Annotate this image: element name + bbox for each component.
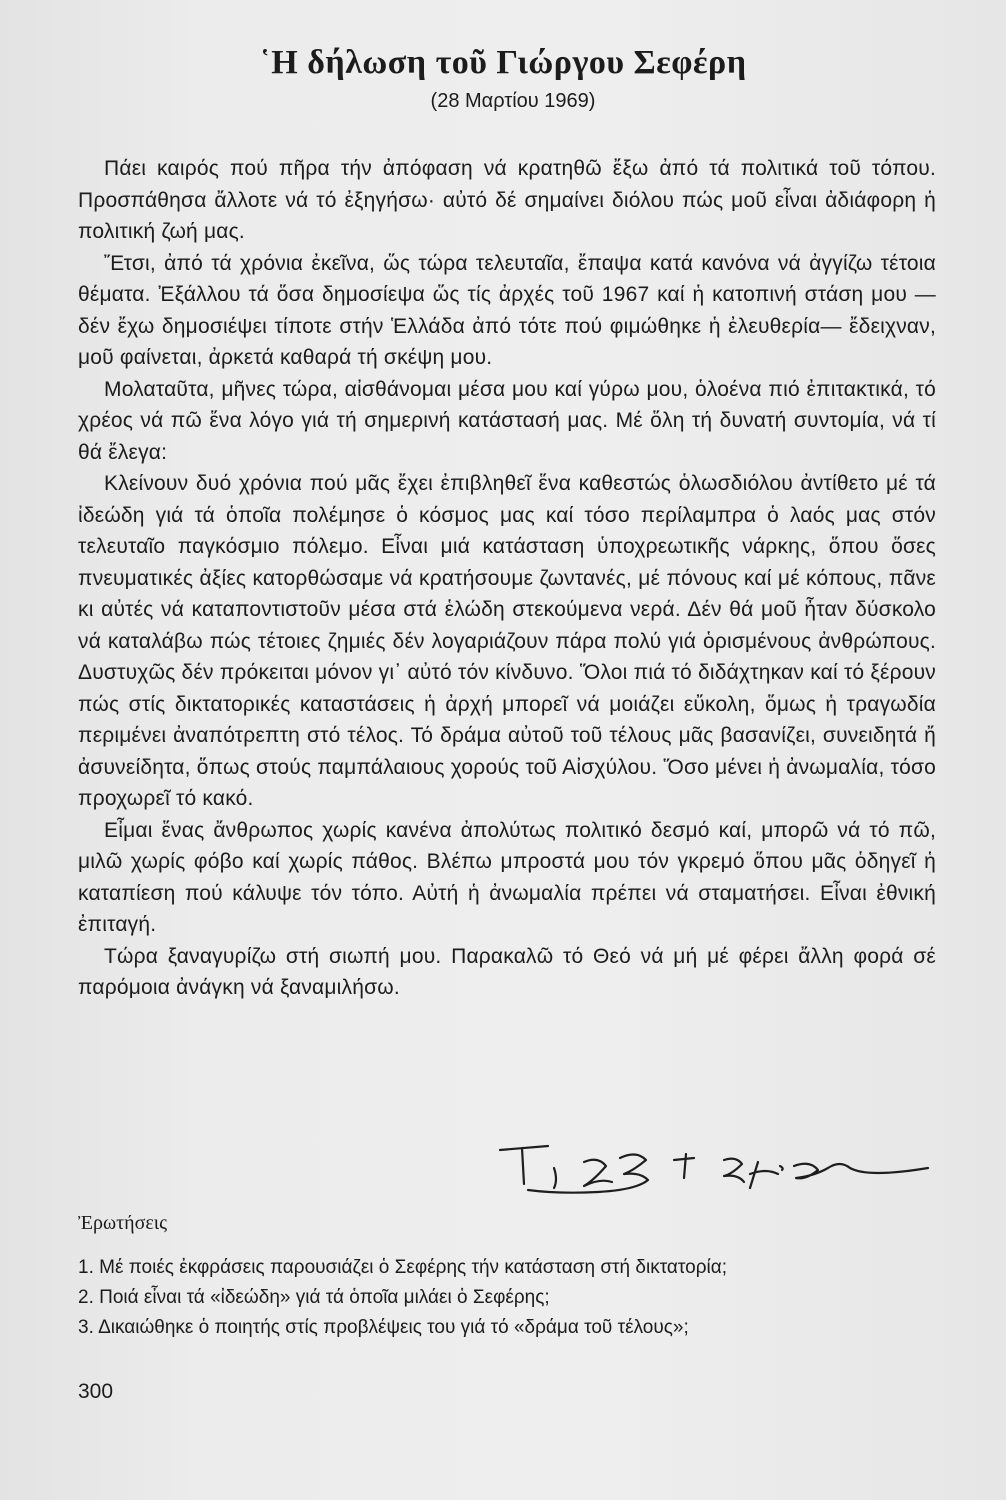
paragraph: Τώρα ξαναγυρίζω στή σιωπή μου. Παρακαλῶ τό Θεό νά μή μέ φέρει ἄλλη φορά σέ παρόμοια ἀνάγκη νά ξαναμιλήσω. [78, 944, 936, 999]
paragraph: Πάει καιρός πού πῆρα τήν ἀπόφαση νά κρατηθῶ ἔξω ἀπό τά πολιτικά τοῦ τόπου. Προσπάθησα ἄλλοτε νά τό ἐξηγήσω· αὐτό δέ σημαίνει διόλου πώς μοῦ εἶναι ἀδιάφορη ἡ πολιτική ζωή μας. [78, 157, 936, 243]
handwritten-signature [488, 1138, 938, 1218]
paragraph: Εἶμαι ἕνας ἄνθρωπος χωρίς κανένα ἀπολύτως πολιτικό δεσμό καί, μπορῶ νά τό πῶ, μιλῶ χωρίς φόβο καί χωρίς πάθος. Βλέπω μπροστά μου τόν γκρεμό ὅπου μᾶς ὁδηγεῖ ἡ καταπίεση πού κάλυψε τόν τόπο. Αὐτή ἡ ἀνωμαλία πρέπει νά σταματήσει. Εἶναι ἐθνική ἐπιταγή. [78, 818, 936, 936]
paragraph: Ἔτσι, ἀπό τά χρόνια ἐκεῖνα, ὥς τώρα τελευταῖα, ἔπαψα κατά κανόνα νά ἀγγίζω τέτοια θέματα. Ἐξάλλου τά ὅσα δημοσίεψα ὥς τίς ἀρχές τοῦ 1967 καί ἡ κατοπινή στάση μου —δέν ἔχω δημοσιέψει τίποτε στήν Ἑλλάδα ἀπό τότε πού φιμώθηκε ἡ ἐλευθερία— ἔδειχναν, μοῦ φαίνεται, ἀρκετά καθαρά τή σκέψη μου. [78, 251, 936, 369]
paragraph: Μολαταῦτα, μῆνες τώρα, αἰσθάνομαι μέσα μου καί γύρω μου, ὁλοένα πιό ἐπιτακτικά, τό χρέος νά πῶ ἕνα λόγο γιά τή σημερινή κατάστασή μας. Μέ ὅλη τή δυνατή συντομία, νά τί θά ἔλεγα: [78, 377, 936, 464]
page-number: 300 [78, 1380, 114, 1403]
paragraph: Κλείνουν δυό χρόνια πού μᾶς ἔχει ἐπιβληθεῖ ἕνα καθεστώς ὁλωσδιόλου ἀντίθετο μέ τά ἰδεώδη γιά τά ὁποῖα πολέμησε ὁ κόσμος μας καί τόσο περίλαμπρα ὁ λαός μας στόν τελευταῖο παγκόσμιο πόλεμο. Εἶναι μιά κατάσταση ὑποχρεωτικῆς νάρκης, ὅπου ὅσες πνευματικές ἀξίες κατορθώσαμε νά κρατήσουμε ζωντανές, μέ πόνους καί μέ κόπους, πᾶνε κι αὐτές νά καταποντιστοῦν μέσα στά ἑλώδη στεκούμενα νερά. Δέν θά μοῦ ἦταν δύσκολο νά καταλάβω πώς τέτοιες ζημιές δέν λογαριάζουν πάρα πολύ γιά ὁρισμένους ἀνθρώπους. Δυστυχῶς δέν πρόκειται μόνον γι᾿ αὐτό τόν κίνδυνο. Ὅλοι πιά τό διδάχτηκαν καί τό ξέρουν πώς στίς δικτατορικές καταστάσεις ἡ ἀρχή μπορεῖ νά μοιάζει εὔκολη, ὅμως ἡ τραγωδία περιμένει ἀναπότρεπτη στό τέλος. Τό δράμα αὐτοῦ τοῦ τέλους μᾶς βασανίζει, συνειδητά ἤ ἀσυνείδητα, ὅπως στούς παμπάλαιους χορούς τοῦ Αἰσχύλου. Ὅσο μένει ἡ ἀνωμαλία, τόσο προχωρεῖ τό κακό. [78, 472, 936, 810]
question-item: 2. Ποιά εἶναι τά «ἰδεώδη» γιά τά ὁποῖα μιλάει ὁ Σεφέρης; [78, 1287, 550, 1308]
date-subtitle: (28 Μαρτίου 1969) [430, 90, 596, 112]
questions-list [78, 1253, 948, 1343]
question-item: 3. Δικαιώθηκε ὁ ποιητής στίς προβλέψεις του γιά τό «δράμα τοῦ τέλους»; [78, 1317, 689, 1338]
page-title: ῾Η δήλωση τοῦ Γιώργου Σεφέρη [259, 44, 747, 81]
statement-body [78, 153, 936, 1004]
questions-heading: Ἐρωτήσεις [78, 1212, 168, 1234]
question-item: 1. Μέ ποιές ἐκφράσεις παρουσιάζει ὁ Σεφέρης τήν κατάσταση στή δικτατορία; [78, 1257, 728, 1278]
